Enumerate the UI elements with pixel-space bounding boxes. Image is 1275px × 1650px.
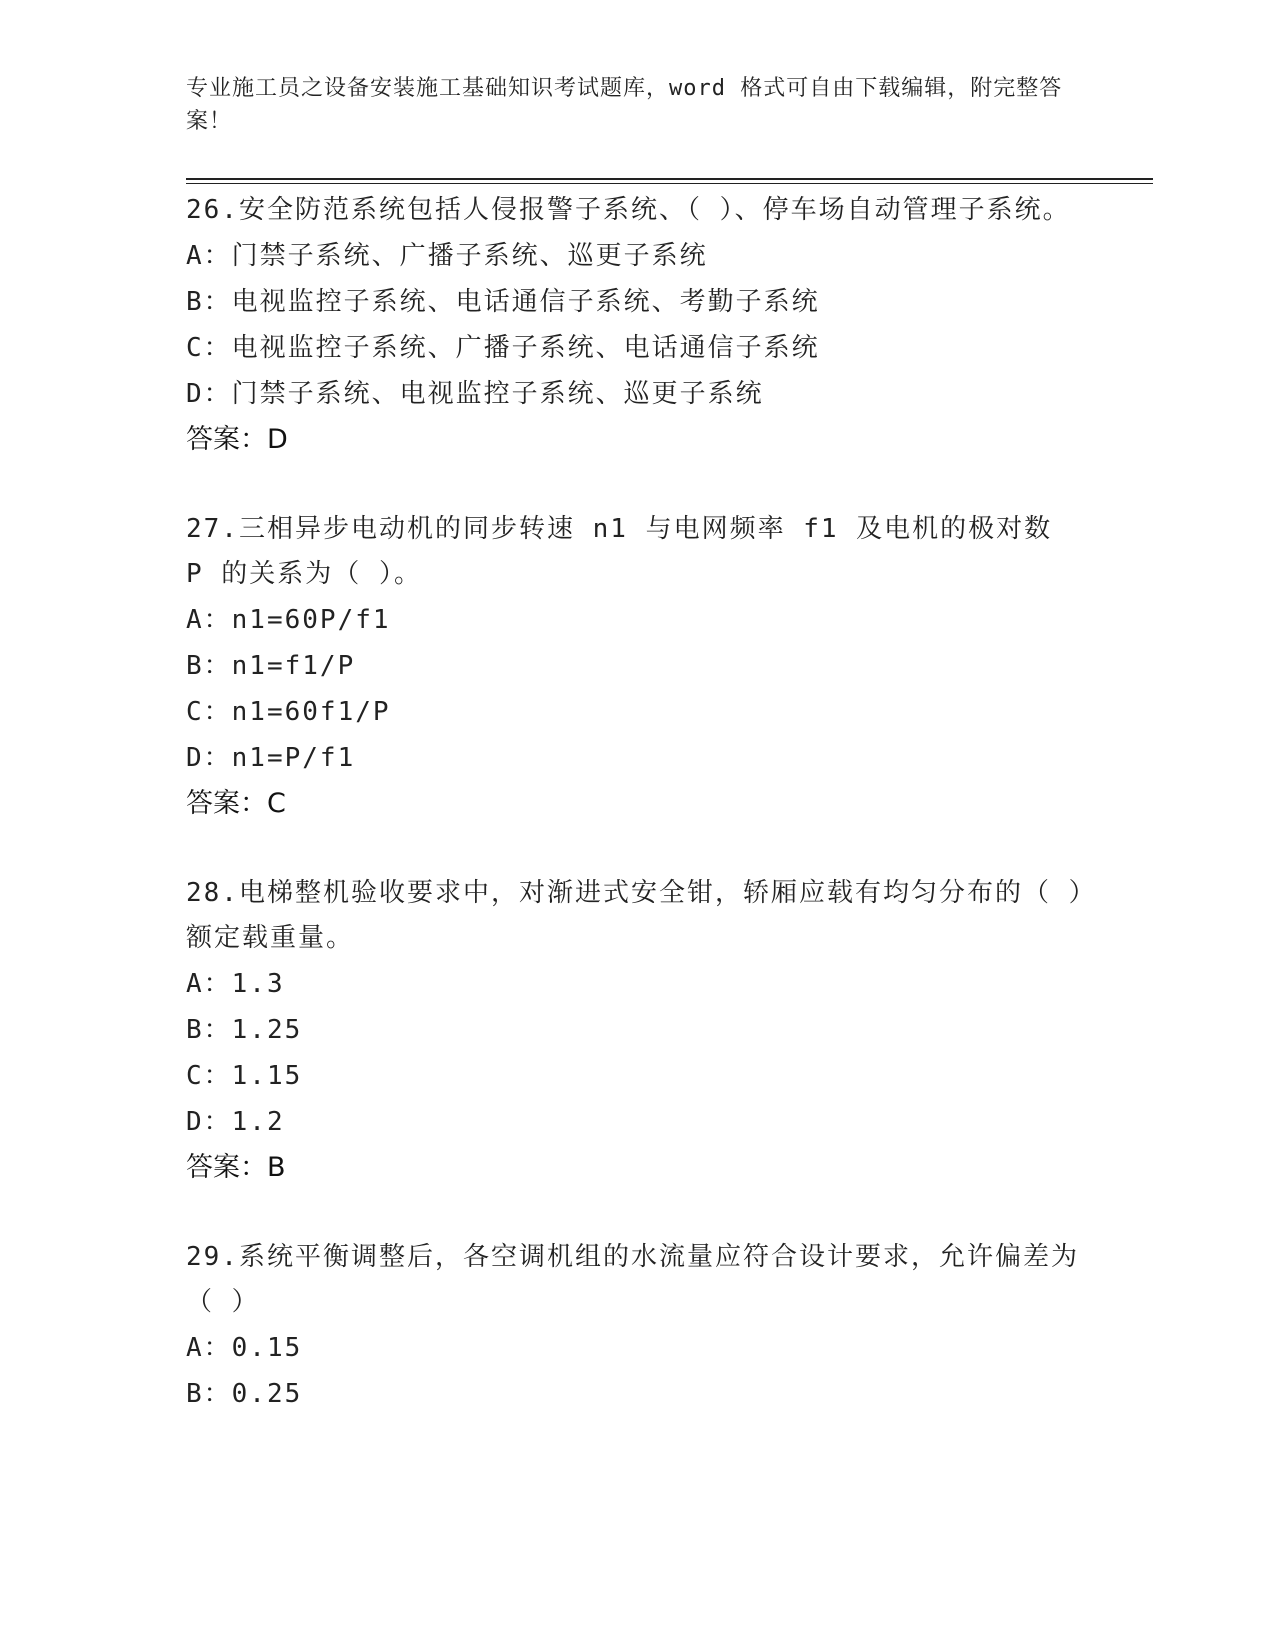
header-divider-thick xyxy=(186,178,1153,180)
question-stem: 26.安全防范系统包括人侵报警子系统、（ ）、停车场自动管理子系统。 xyxy=(186,195,1071,225)
question-26 xyxy=(186,188,1086,463)
question-stem: 27.三相异步电动机的同步转速 n1 与电网频率 f1 及电机的极对数 P 的关系为（ ）。 xyxy=(186,514,1053,589)
option-b: B：0.25 xyxy=(186,1379,303,1409)
option-a: A：1.3 xyxy=(186,969,285,999)
option-b: B：1.25 xyxy=(186,1015,303,1045)
option-a: A：门禁子系统、广播子系统、巡更子系统 xyxy=(186,241,708,271)
question-29 xyxy=(186,1235,1086,1417)
question-stem: 28.电梯整机验收要求中，对渐进式安全钳，轿厢应载有均匀分布的（ ）额定载重量。 xyxy=(186,878,1084,953)
question-27 xyxy=(186,507,1086,827)
answer-line: 答案：C xyxy=(186,788,286,819)
option-d: D：门禁子系统、电视监控子系统、巡更子系统 xyxy=(186,379,764,409)
option-d: D：n1=P/f1 xyxy=(186,743,356,773)
document-header: 专业施工员之设备安装施工基础知识考试题库，word 格式可自由下载编辑，附完整答案！ xyxy=(186,76,1063,134)
answer-line: 答案：B xyxy=(186,1152,286,1183)
option-a: A：n1=60P/f1 xyxy=(186,605,391,635)
question-stem: 29.系统平衡调整后，各空调机组的水流量应符合设计要求，允许偏差为（ ） xyxy=(186,1242,1079,1317)
answer-line: 答案：D xyxy=(186,424,288,455)
option-c: C：n1=60f1/P xyxy=(186,697,391,727)
option-d: D：1.2 xyxy=(186,1107,285,1137)
option-b: B：电视监控子系统、电话通信子系统、考勤子系统 xyxy=(186,287,820,317)
option-b: B：n1=f1/P xyxy=(186,651,356,681)
option-c: C：电视监控子系统、广播子系统、电话通信子系统 xyxy=(186,333,820,363)
header-divider-thin xyxy=(186,183,1153,184)
question-28 xyxy=(186,871,1086,1191)
option-a: A：0.15 xyxy=(186,1333,303,1363)
question-list xyxy=(186,188,1086,1461)
option-c: C：1.15 xyxy=(186,1061,303,1091)
